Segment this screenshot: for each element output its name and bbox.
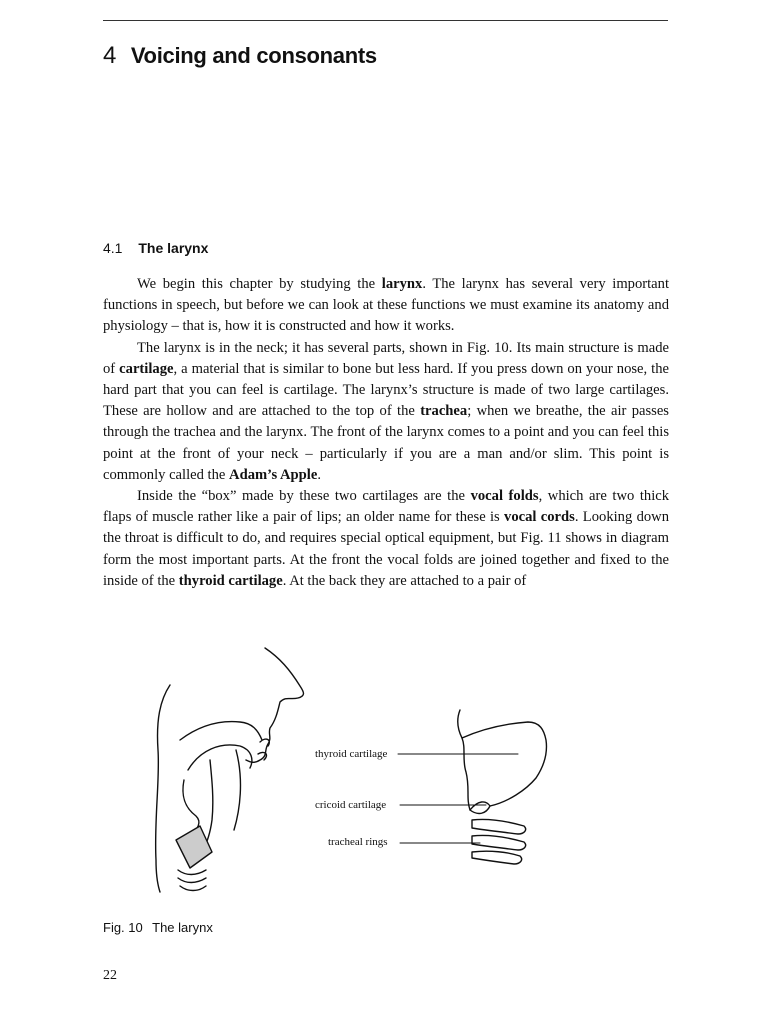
bold-term: thyroid cartilage: [178, 572, 283, 589]
epiglottis-line: [183, 780, 199, 834]
bold-term: cartilage: [119, 360, 174, 377]
chapter-heading: [103, 42, 377, 70]
thyroid-cartilage-outline: [462, 722, 547, 806]
section-number: 4.1: [103, 240, 123, 256]
head-trachea-rings: [178, 870, 206, 891]
tracheal-ring-3: [472, 851, 522, 864]
head-larynx-shape: [176, 826, 212, 868]
bold-term: vocal cords: [504, 509, 575, 526]
section-heading: [103, 240, 208, 256]
text-run: ; when we breathe, the air passes through the trachea and the larynx. The front of the larynx comes to a point and you can feel this point at the front of your neck – particularly if you are a man and/or slim. This point is commonly called the: [103, 403, 669, 483]
chapter-number: 4: [103, 42, 117, 69]
paragraph: [103, 486, 669, 592]
header-rule: [103, 20, 668, 21]
text-run: , a material that is similar to bone but less hard. If you press down on your nose, the hard part that you can feel is cartilage. The larynx’s structure is made of two large cartilages. These are hollow and are attached to the top of the: [103, 360, 670, 420]
bold-term: vocal folds: [470, 488, 539, 505]
paragraph: [103, 274, 669, 338]
text-run: . The larynx has several very important functions in speech, but before we can look at these functions we must examine its anatomy and physiology – that is, how it is constructed and how it works.: [103, 276, 670, 335]
cricoid-cartilage-label: cricoid cartilage: [315, 799, 387, 811]
figure-caption: [103, 920, 213, 935]
caption-text: The larynx: [152, 920, 213, 935]
text-run: .: [317, 466, 321, 483]
paragraph: [103, 338, 669, 486]
text-run: . Looking down the throat is difficult to do, and requires special optical equipment, but Fig. 11 shows in diagram form the most important parts. At the front the vocal folds are joined together and fixed to the inside of the: [103, 509, 670, 589]
text-run: . At the back they are attached to a pair of: [282, 572, 527, 589]
palate-line: [180, 722, 262, 740]
larynx-figure: [140, 630, 580, 910]
thyroid-cartilage-label: thyroid cartilage: [315, 748, 388, 760]
cricoid-cartilage-shape: [470, 802, 490, 814]
face-profile-line: [246, 648, 304, 762]
tracheal-rings-label: tracheal rings: [328, 836, 388, 848]
bold-term: larynx: [381, 276, 423, 292]
section-title: The larynx: [138, 240, 209, 256]
jaw-line: [234, 750, 240, 830]
body-text: [103, 274, 669, 592]
text-run: , which are two thick flaps of muscle rather like a pair of lips; an older name for these is: [103, 488, 670, 526]
text-run: Inside the “box” made by these two cartilages are the: [137, 488, 471, 505]
page-number: 22: [103, 968, 117, 983]
text-run: The larynx is in the neck; it has several parts, shown in Fig. 10. Its main structure is made of: [103, 339, 669, 377]
larynx-diagram: [140, 630, 580, 910]
bold-term: trachea: [420, 403, 468, 420]
back-of-neck-line: [156, 685, 170, 892]
tracheal-ring-1: [472, 819, 526, 834]
bold-term: Adam’s Apple: [229, 466, 318, 483]
tongue-line: [188, 745, 252, 770]
caption-number: Fig. 10: [103, 920, 143, 935]
larynx-rear-line: [458, 710, 470, 810]
text-run: We begin this chapter by studying the: [137, 276, 382, 292]
chapter-title: Voicing and consonants: [130, 43, 377, 68]
